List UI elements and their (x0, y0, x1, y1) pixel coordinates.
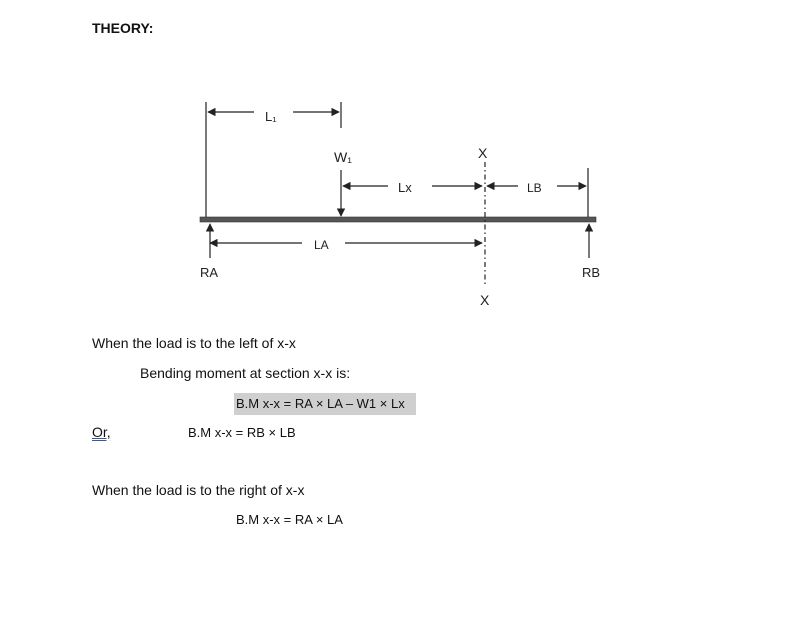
section-x-bottom: X (480, 292, 490, 308)
formula-right: B.M x-x = RA × LA (236, 512, 343, 527)
beam (200, 217, 596, 222)
case-left-title: When the load is to the left of x-x (92, 335, 296, 351)
theory-heading: THEORY: (92, 20, 154, 36)
lx-label: Lx (398, 180, 412, 195)
case-left-subtitle: Bending moment at section x-x is: (140, 365, 351, 381)
rb-label: RB (582, 265, 601, 280)
section-x-top: X (478, 145, 488, 161)
la-label: LA (314, 238, 329, 252)
w1-label: W₁ (334, 149, 352, 165)
l1-label: L₁ (265, 109, 277, 124)
case-right-title: When the load is to the right of x-x (92, 482, 305, 498)
or-label: Or, (92, 424, 111, 440)
formula-left-1: B.M x-x = RA × LA – W1 × Lx (234, 393, 416, 415)
lb-label: LB (527, 181, 542, 195)
ra-label: RA (200, 265, 219, 280)
formula-left-2: B.M x-x = RB × LB (188, 425, 296, 440)
